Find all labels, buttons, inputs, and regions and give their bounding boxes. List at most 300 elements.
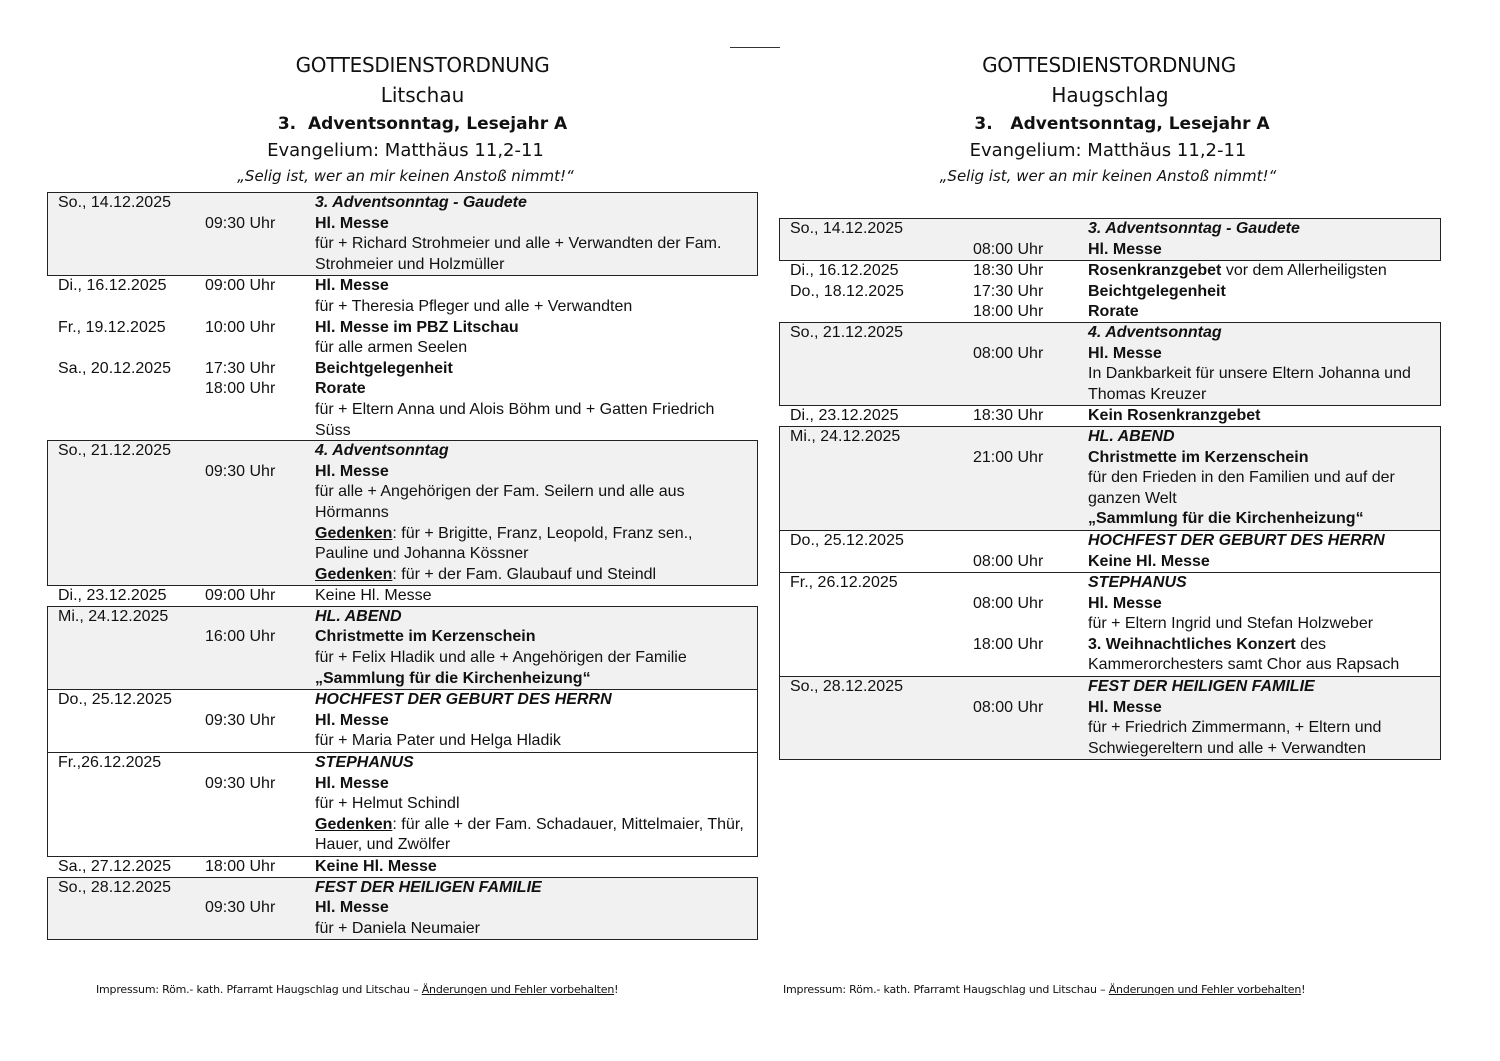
table-row — [780, 614, 1440, 635]
intention-text: Keine Hl. Messe — [315, 587, 432, 605]
table-row — [48, 857, 757, 878]
impressum-footer — [783, 980, 1305, 1000]
time-cell: 09:30 Uhr — [205, 899, 276, 917]
table-row — [48, 214, 757, 235]
service-name: 3. Weihnachtliches Konzert — [1088, 635, 1296, 653]
intention-text: für den Frieden in den Familien und auf der ganzen Welt — [1088, 469, 1395, 507]
time-cell: 18:00 Uhr — [205, 380, 276, 398]
table-row — [780, 364, 1440, 405]
time-cell: 08:00 Uhr — [973, 240, 1044, 258]
description-cell — [315, 379, 757, 400]
feast-title: STEPHANUS — [1088, 574, 1187, 592]
time-cell — [973, 531, 1088, 552]
service-day-block — [47, 276, 758, 441]
time-cell — [205, 607, 315, 628]
time-cell — [973, 364, 1088, 405]
date-cell: Mi., 24.12.2025 — [58, 607, 169, 625]
table-row — [48, 711, 757, 732]
description-cell — [315, 234, 757, 275]
time-cell: 17:30 Uhr — [973, 282, 1044, 300]
time-cell: 08:00 Uhr — [973, 698, 1044, 716]
description-cell — [1088, 531, 1440, 552]
date-cell — [780, 698, 973, 719]
table-row — [48, 690, 757, 711]
feast-title: FEST DER HEILIGEN FAMILIE — [1088, 678, 1315, 696]
intention-text: : für + Brigitte, Franz, Leopold, Franz sen., Pauline und Johanna Kössner — [315, 524, 693, 563]
table-row — [48, 586, 757, 607]
time-cell — [205, 753, 315, 774]
time-cell — [973, 614, 1088, 635]
liturgical-sunday: 3. Adventsonntag, Lesejahr A — [277, 114, 568, 134]
description-cell — [315, 359, 757, 380]
footer-suffix: ! — [614, 983, 619, 996]
date-cell: So., 21.12.2025 — [790, 323, 903, 341]
intention-text: des Kammerorchesters samt Chor aus Rapsach — [1088, 635, 1400, 674]
table-row — [48, 524, 757, 565]
time-cell — [205, 878, 315, 899]
impressum-text: Impressum: Röm.- kath. Pfarramt Haugschlag und Litschau – — [783, 983, 1109, 996]
service-name: Hl. Messe — [315, 214, 389, 232]
service-day-block — [47, 586, 758, 607]
service-table — [47, 192, 758, 940]
service-day-block — [779, 406, 1441, 427]
table-row — [780, 677, 1440, 698]
time-cell: 18:00 Uhr — [973, 303, 1044, 321]
description-cell — [1088, 552, 1440, 573]
time-cell — [205, 441, 315, 462]
intention-text: für + Theresia Pfleger und alle + Verwandten — [315, 297, 633, 315]
feast-title: HOCHFEST DER GEBURT DES HERRN — [315, 691, 612, 709]
table-row — [48, 297, 757, 318]
page-title: GOTTESDIENSTORDNUNG — [982, 53, 1236, 77]
intention-text: für + Eltern Ingrid und Stefan Holzweber — [1088, 615, 1374, 633]
table-row — [48, 462, 757, 483]
date-cell — [48, 338, 205, 359]
description-cell — [1088, 448, 1440, 469]
time-cell — [973, 573, 1088, 594]
description-cell — [315, 815, 757, 856]
table-row — [780, 573, 1440, 594]
time-cell — [205, 669, 315, 690]
time-cell — [205, 565, 315, 586]
intention-text: für + Friedrich Zimmermann, + Eltern und Schwiegereltern und alle + Verwandten — [1088, 719, 1382, 757]
time-cell: 09:30 Uhr — [205, 214, 276, 232]
date-cell: Do., 18.12.2025 — [790, 282, 904, 300]
time-cell: 10:00 Uhr — [205, 318, 276, 336]
feast-title: HOCHFEST DER GEBURT DES HERRN — [1088, 531, 1385, 549]
disclaimer-text: Änderungen und Fehler vorbehalten — [421, 983, 615, 996]
table-row — [48, 669, 757, 690]
time-cell — [973, 323, 1088, 344]
service-name: Hl. Messe — [1088, 698, 1162, 716]
date-cell: So., 28.12.2025 — [58, 878, 171, 896]
description-cell — [315, 857, 757, 878]
service-day-block — [47, 606, 758, 690]
service-name: Hl. Messe — [315, 899, 389, 917]
service-name: Christmette im Kerzenschein — [1088, 448, 1309, 466]
service-name: Beichtgelegenheit — [1088, 282, 1226, 300]
description-cell — [1088, 698, 1440, 719]
gedenken-label: Gedenken — [315, 565, 393, 583]
date-cell — [780, 240, 973, 261]
table-row — [780, 427, 1440, 448]
date-cell — [48, 919, 205, 940]
table-row — [780, 468, 1440, 509]
service-name: Rorate — [315, 380, 366, 398]
date-cell — [780, 718, 973, 759]
description-cell — [1088, 282, 1440, 303]
litschau-header — [47, 50, 758, 188]
date-cell — [780, 614, 973, 635]
description-cell — [315, 753, 757, 774]
date-cell: Di., 23.12.2025 — [790, 407, 899, 425]
time-cell — [205, 297, 315, 318]
intention-text: für + Daniela Neumaier — [315, 919, 480, 937]
parish-name: Haugschlag — [1051, 83, 1169, 107]
description-cell — [1088, 468, 1440, 509]
table-row — [780, 552, 1440, 573]
table-row — [48, 482, 757, 523]
time-cell: 08:00 Uhr — [973, 594, 1044, 612]
description-cell — [315, 400, 757, 441]
time-cell: 09:00 Uhr — [205, 587, 276, 605]
description-cell — [1088, 718, 1440, 759]
time-cell: 08:00 Uhr — [973, 344, 1044, 362]
description-cell — [1088, 364, 1440, 405]
table-row — [48, 276, 757, 297]
description-cell — [315, 898, 757, 919]
table-row — [48, 565, 757, 586]
service-day-block — [779, 322, 1441, 406]
description-cell — [1088, 406, 1440, 427]
service-name: Kein Rosenkranzgebet — [1088, 407, 1261, 425]
time-cell — [973, 677, 1088, 698]
date-cell — [780, 344, 973, 365]
time-cell — [205, 400, 315, 441]
date-cell: So., 14.12.2025 — [790, 220, 903, 237]
time-cell — [205, 731, 315, 752]
service-day-block — [779, 261, 1441, 323]
table-row — [48, 774, 757, 795]
time-cell: 08:00 Uhr — [973, 552, 1044, 570]
litschau-schedule — [47, 50, 758, 940]
time-cell — [205, 690, 315, 711]
service-day-block — [47, 857, 758, 878]
table-row — [48, 919, 757, 940]
date-cell: Sa., 20.12.2025 — [58, 359, 171, 377]
service-name: Hl. Messe — [315, 774, 389, 792]
service-name: Keine Hl. Messe — [1088, 552, 1210, 570]
date-cell — [48, 774, 205, 795]
date-cell — [48, 898, 205, 919]
date-cell: Fr.,26.12.2025 — [58, 754, 162, 772]
date-cell: Do., 25.12.2025 — [58, 691, 172, 709]
description-cell — [315, 774, 757, 795]
service-name: Hl. Messe — [1088, 344, 1162, 362]
description-cell — [1088, 594, 1440, 615]
table-row — [48, 359, 757, 380]
time-cell — [205, 815, 315, 856]
date-cell: Sa., 27.12.2025 — [58, 858, 171, 875]
description-cell — [315, 214, 757, 235]
description-cell — [1088, 614, 1440, 635]
feast-title: HL. ABEND — [1088, 427, 1175, 445]
date-cell — [48, 565, 205, 586]
service-name: Rorate — [1088, 303, 1139, 321]
time-cell — [205, 648, 315, 669]
table-row — [780, 219, 1440, 240]
service-name: Keine Hl. Messe — [315, 858, 437, 875]
description-cell — [315, 297, 757, 318]
liturgical-sunday: 3. Adventsonntag, Lesejahr A — [974, 114, 1270, 134]
description-cell — [315, 669, 757, 690]
description-cell — [315, 482, 757, 523]
description-cell — [315, 276, 757, 297]
service-day-block — [779, 676, 1441, 760]
table-row — [48, 627, 757, 648]
table-row — [780, 323, 1440, 344]
service-name: Hl. Messe — [315, 277, 389, 295]
table-row — [48, 234, 757, 275]
date-cell: Mi., 24.12.2025 — [790, 427, 901, 445]
table-row — [48, 898, 757, 919]
time-cell — [205, 794, 315, 815]
description-cell — [1088, 302, 1440, 323]
gedenken-label: Gedenken — [315, 524, 393, 542]
service-name: Hl. Messe — [1088, 594, 1162, 612]
date-cell — [780, 509, 973, 530]
service-name: „Sammlung für die Kirchenheizung“ — [1088, 510, 1364, 528]
haugschlag-header — [779, 50, 1441, 188]
intention-text: : für alle + der Fam. Schadauer, Mittelmaier, Thür, Hauer, und Zwölfer — [315, 815, 744, 854]
time-cell — [973, 468, 1088, 509]
time-cell — [205, 338, 315, 359]
service-day-block — [47, 192, 758, 276]
intention-text: für + Felix Hladik und alle + Angehörigen der Familie — [315, 649, 687, 667]
description-cell — [1088, 573, 1440, 594]
gospel-quote: „Selig ist, wer an mir keinen Anstoß nimmt!“ — [939, 167, 1277, 185]
table-row — [48, 193, 757, 214]
decorative-line — [730, 47, 780, 48]
feast-title: FEST DER HEILIGEN FAMILIE — [315, 878, 542, 896]
description-cell — [315, 731, 757, 752]
time-cell: 17:30 Uhr — [205, 359, 276, 377]
description-cell — [315, 193, 757, 214]
time-cell — [205, 234, 315, 275]
description-cell — [315, 794, 757, 815]
date-cell: Fr., 26.12.2025 — [790, 574, 898, 592]
description-cell — [1088, 677, 1440, 698]
description-cell — [315, 586, 757, 607]
intention-text: für + Maria Pater und Helga Hladik — [315, 732, 561, 750]
table-row — [48, 648, 757, 669]
date-cell — [48, 731, 205, 752]
date-cell — [48, 815, 205, 856]
table-row — [48, 400, 757, 441]
date-cell — [48, 234, 205, 275]
table-row — [780, 718, 1440, 759]
service-day-block — [779, 426, 1441, 531]
table-row — [780, 261, 1440, 282]
table-row — [48, 338, 757, 359]
service-name: Hl. Messe im PBZ Litschau — [315, 318, 519, 336]
service-name: Hl. Messe — [1088, 240, 1162, 258]
description-cell — [315, 919, 757, 940]
time-cell — [973, 427, 1088, 448]
table-row — [780, 635, 1440, 676]
table-row — [48, 607, 757, 628]
table-row — [780, 448, 1440, 469]
table-row — [48, 794, 757, 815]
description-cell — [315, 462, 757, 483]
description-cell — [315, 338, 757, 359]
date-cell: So., 14.12.2025 — [58, 194, 171, 211]
service-name: Christmette im Kerzenschein — [315, 628, 536, 646]
description-cell — [315, 878, 757, 899]
description-cell — [1088, 323, 1440, 344]
service-day-block — [47, 752, 758, 857]
date-cell — [48, 524, 205, 565]
gospel-reference: Evangelium: Matthäus 11,2-11 — [969, 140, 1247, 161]
time-cell: 18:30 Uhr — [973, 407, 1044, 425]
table-row — [780, 509, 1440, 530]
time-cell — [205, 524, 315, 565]
date-cell: So., 21.12.2025 — [58, 442, 171, 460]
description-cell — [315, 318, 757, 339]
service-day-block — [779, 218, 1441, 261]
table-row — [780, 282, 1440, 303]
time-cell: 09:30 Uhr — [205, 774, 276, 792]
date-cell — [48, 400, 205, 441]
description-cell — [1088, 344, 1440, 365]
service-name: Beichtgelegenheit — [315, 359, 453, 377]
service-name: Hl. Messe — [315, 462, 389, 480]
description-cell — [1088, 219, 1440, 240]
time-cell: 18:30 Uhr — [973, 262, 1044, 280]
gedenken-label: Gedenken — [315, 815, 393, 833]
date-cell: So., 28.12.2025 — [790, 678, 903, 696]
description-cell — [1088, 427, 1440, 448]
date-cell: Fr., 19.12.2025 — [58, 318, 166, 336]
service-name: Hl. Messe — [315, 711, 389, 729]
table-row — [780, 698, 1440, 719]
table-row — [780, 406, 1440, 427]
service-day-block — [47, 689, 758, 753]
service-name: „Sammlung für die Kirchenheizung“ — [315, 669, 591, 687]
table-row — [48, 379, 757, 400]
date-cell — [780, 635, 973, 676]
time-cell: 21:00 Uhr — [973, 448, 1044, 466]
time-cell — [973, 219, 1088, 240]
table-row — [48, 815, 757, 856]
parish-name: Litschau — [380, 83, 465, 107]
date-cell: Do., 25.12.2025 — [790, 531, 904, 549]
description-cell — [315, 711, 757, 732]
intention-text: für alle armen Seelen — [315, 339, 468, 357]
description-cell — [315, 565, 757, 586]
time-cell — [205, 193, 315, 214]
time-cell — [973, 509, 1088, 530]
date-cell — [48, 214, 205, 235]
feast-title: 3. Adventsonntag - Gaudete — [1088, 220, 1300, 237]
intention-text: für alle + Angehörigen der Fam. Seilern und alle aus Hörmanns — [315, 483, 685, 521]
time-cell — [205, 919, 315, 940]
description-cell — [315, 441, 757, 462]
time-cell: 18:00 Uhr — [973, 635, 1044, 653]
time-cell: 09:00 Uhr — [205, 277, 276, 295]
date-cell — [780, 302, 973, 323]
impressum-text: Impressum: Röm.- kath. Pfarramt Haugschlag und Litschau – — [96, 983, 422, 996]
date-cell — [48, 794, 205, 815]
description-cell — [1088, 261, 1440, 282]
intention-text: In Dankbarkeit für unsere Eltern Johanna und Thomas Kreuzer — [1088, 365, 1411, 403]
time-cell: 18:00 Uhr — [205, 858, 276, 875]
time-cell: 09:30 Uhr — [205, 462, 276, 480]
date-cell — [48, 627, 205, 648]
service-day-block — [779, 572, 1441, 677]
service-day-block — [47, 877, 758, 941]
date-cell — [48, 462, 205, 483]
description-cell — [1088, 635, 1440, 676]
table-row — [780, 344, 1440, 365]
disclaimer-text: Änderungen und Fehler vorbehalten — [1108, 983, 1302, 996]
date-cell — [48, 711, 205, 732]
service-table — [779, 218, 1441, 760]
time-cell — [205, 482, 315, 523]
description-cell — [315, 627, 757, 648]
date-cell: Di., 16.12.2025 — [790, 262, 899, 280]
time-cell: 09:30 Uhr — [205, 711, 276, 729]
date-cell — [780, 448, 973, 469]
intention-text: vor dem Allerheiligsten — [1221, 262, 1387, 280]
table-row — [780, 594, 1440, 615]
description-cell — [315, 524, 757, 565]
table-row — [48, 753, 757, 774]
table-row — [780, 240, 1440, 261]
intention-text: für + Eltern Anna und Alois Böhm und + Gatten Friedrich Süss — [315, 400, 715, 439]
service-day-block — [779, 530, 1441, 573]
description-cell — [315, 690, 757, 711]
description-cell — [1088, 509, 1440, 530]
footer-suffix: ! — [1301, 983, 1306, 996]
date-cell — [780, 468, 973, 509]
page-title: GOTTESDIENSTORDNUNG — [295, 53, 550, 77]
service-name: Rosenkranzgebet — [1088, 262, 1222, 280]
feast-title: 4. Adventsonntag — [1088, 323, 1222, 341]
date-cell — [780, 364, 973, 405]
feast-title: 3. Adventsonntag - Gaudete — [315, 194, 527, 211]
service-day-block — [47, 440, 758, 586]
time-cell: 16:00 Uhr — [205, 628, 276, 646]
table-row — [48, 731, 757, 752]
gospel-quote: „Selig ist, wer an mir keinen Anstoß nimmt!“ — [237, 167, 574, 185]
date-cell — [780, 594, 973, 615]
gospel-reference: Evangelium: Matthäus 11,2-11 — [267, 140, 544, 161]
feast-title: HL. ABEND — [315, 607, 402, 625]
table-row — [780, 531, 1440, 552]
intention-text: : für + der Fam. Glaubauf und Steindl — [392, 565, 657, 583]
date-cell — [48, 482, 205, 523]
description-cell — [315, 607, 757, 628]
impressum-footer — [96, 980, 618, 1000]
feast-title: STEPHANUS — [315, 754, 414, 772]
date-cell — [48, 669, 205, 690]
intention-text: für + Helmut Schindl — [315, 795, 460, 813]
description-cell — [1088, 240, 1440, 261]
date-cell: Di., 23.12.2025 — [58, 587, 167, 605]
time-cell — [973, 718, 1088, 759]
date-cell — [48, 648, 205, 669]
